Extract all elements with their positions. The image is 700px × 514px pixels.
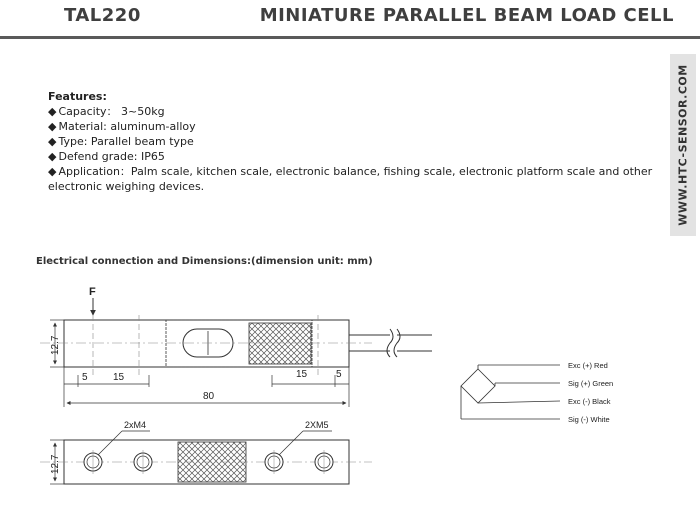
- website-sidebar: [670, 54, 696, 236]
- side-view: [40, 286, 432, 407]
- dim-left-15: 15: [113, 372, 125, 383]
- dim-right-15: 15: [296, 369, 308, 380]
- wire-sig-plus: Sig (+) Green: [568, 379, 614, 388]
- feature-capacity: ◆ Capacity： 3~50kg: [48, 104, 658, 119]
- top-view: [40, 420, 372, 484]
- hole-label-m5: 2XM5: [305, 420, 329, 430]
- header: [0, 0, 700, 40]
- hole-label-m4: 2xM4: [124, 420, 147, 430]
- header-divider: [0, 36, 700, 39]
- force-label: F: [89, 286, 96, 298]
- model-name: TAL220: [64, 5, 141, 26]
- feature-application: ◆ Application：Palm scale, kitchen scale, electronic balance, fishing scale, electronic platform scale and other electronic weighing devices.: [48, 164, 658, 194]
- wire-exc-plus: Exc (+) Red: [568, 361, 608, 370]
- feature-material: ◆ Material: aluminum-alloy: [48, 119, 658, 134]
- wire-exc-minus: Exc (-) Black: [568, 397, 611, 406]
- dim-total: 80: [203, 391, 215, 402]
- potting-hatch: [249, 323, 311, 364]
- dim-right-5: 5: [336, 369, 342, 380]
- features-heading: Features:: [48, 90, 107, 103]
- feature-defend-grade: ◆ Defend grade: IP65: [48, 149, 658, 164]
- section-title: Electrical connection and Dimensions:(dimension unit: mm): [36, 256, 373, 267]
- feature-type: ◆ Type: Parallel beam type: [48, 134, 658, 149]
- wire-sig-minus: Sig (-) White: [568, 415, 610, 424]
- dimension-drawing: [0, 275, 700, 514]
- website-label: WWW.HTC-SENSOR.COM: [676, 64, 690, 226]
- wiring-diagram: [461, 361, 613, 424]
- page-title: MINIATURE PARALLEL BEAM LOAD CELL: [259, 5, 674, 26]
- dim-left-5: 5: [82, 372, 88, 383]
- height-dim-bottom: 12.7: [50, 454, 61, 474]
- features-block: [48, 89, 658, 194]
- height-dim-top: 12.7: [50, 335, 61, 355]
